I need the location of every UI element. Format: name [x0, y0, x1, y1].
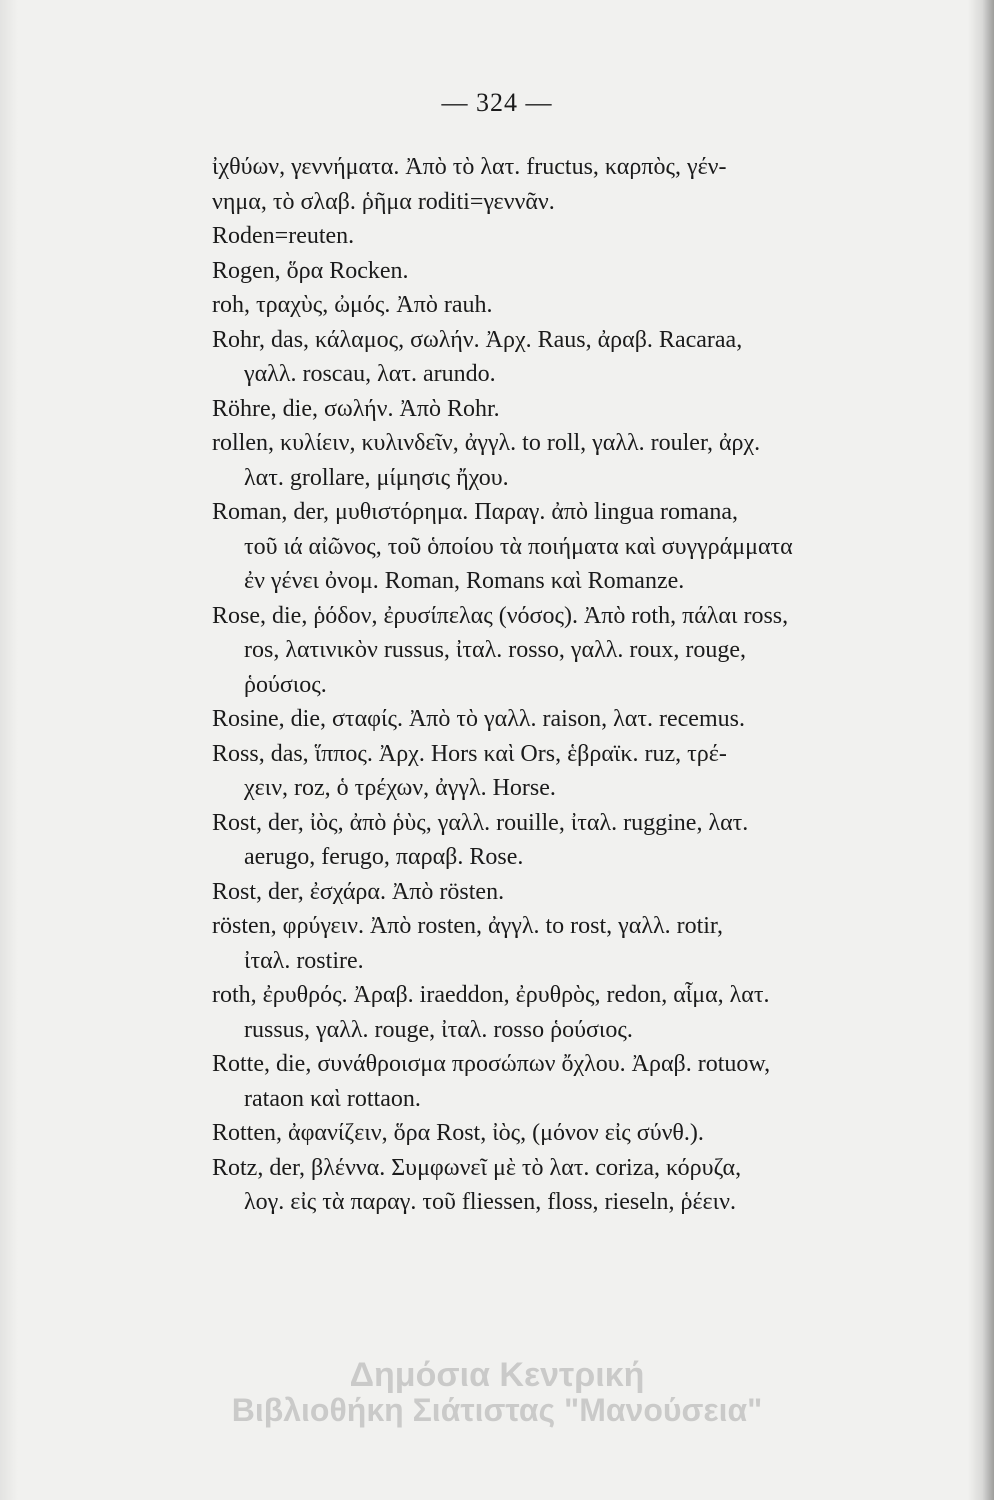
- text-line: Rogen, ὅρα Rocken.: [212, 257, 409, 284]
- text-line: ἐν γένει ὀνομ. Roman, Romans καὶ Romanze.: [244, 568, 685, 594]
- text-line: Röhre, die, σωλήν. Ἀπὸ Rohr.: [212, 395, 500, 422]
- text-line: Ross, das, ἵππος. Ἀρχ. Hors καὶ Ors, ἑβραϊκ. ruz, τρέ-: [212, 740, 727, 767]
- text-line: ros, λατινικὸν russus, ἰταλ. rosso, γαλλ. roux, rouge,: [244, 637, 746, 663]
- text-line: ἰταλ. rostire.: [244, 947, 364, 974]
- dictionary-entries: [212, 150, 936, 1220]
- library-watermark-line1: Δημόσια Κεντρική: [349, 1356, 645, 1394]
- page-edge-shadow-left: [0, 0, 18, 1500]
- page-edge-shadow-right: [968, 0, 994, 1500]
- text-line: russus, γαλλ. rouge, ἰταλ. rosso ῥούσιος.: [244, 1016, 633, 1043]
- text-line: Rosine, die, σταφίς. Ἀπὸ τὸ γαλλ. raison, λατ. recemus.: [212, 706, 745, 732]
- text-line: rollen, κυλίειν, κυλινδεῖν, ἀγγλ. to roll, γαλλ. rouler, ἀρχ.: [212, 430, 761, 456]
- text-line: ῥούσιος.: [244, 671, 327, 698]
- text-line: Roman, der, μυθιστόρημα. Παραγ. ἀπὸ lingua romana,: [212, 499, 738, 525]
- text-line: Rohr, das, κάλαμος, σωλήν. Ἀρχ. Raus, ἀραβ. Racaraa,: [212, 326, 743, 353]
- text-line: rataon καὶ rottaon.: [244, 1085, 421, 1112]
- page-number: — 324 —: [441, 88, 553, 117]
- text-line: Roden=reuten.: [212, 223, 355, 249]
- text-line: Rose, die, ῥόδον, ἐρυσίπελας (νόσος). Ἀπὸ roth, πάλαι ross,: [212, 602, 789, 629]
- library-watermark-line2: Βιβλιοθήκη Σιάτιστας "Μανούσεια": [231, 1392, 763, 1428]
- text-line: ἰχθύων, γεννήματα. Ἀπὸ τὸ λατ. fructus, καρπὸς, γέν-: [212, 154, 727, 180]
- text-line: roh, τραχὺς, ὠμός. Ἀπὸ rauh.: [212, 292, 493, 318]
- text-line: χειν, roz, ὁ τρέχων, ἀγγλ. Horse.: [244, 775, 556, 801]
- text-line: roth, ἐρυθρός. Ἀραβ. iraeddon, ἐρυθρὸς, redon, αἷμα, λατ.: [212, 982, 770, 1008]
- text-line: Rotten, ἀφανίζειν, ὅρα Rost, ἰὸς, (μόνον εἰς σύνθ.).: [212, 1120, 704, 1146]
- text-line: Rotte, die, συνάθροισμα προσώπων ὄχλου. Ἀραβ. rotuow,: [212, 1051, 771, 1077]
- text-line: aerugo, ferugo, παραβ. Rose.: [244, 844, 524, 870]
- text-line: rösten, φρύγειν. Ἀπὸ rosten, ἀγγλ. to rost, γαλλ. rotir,: [212, 913, 723, 939]
- text-line: λατ. grollare, μίμησις ἤχου.: [244, 464, 509, 491]
- text-line: τοῦ ιά αἰῶνος, τοῦ ὁποίου τὰ ποιήματα καὶ συγγράμματα: [244, 533, 793, 560]
- text-line: νημα, τὸ σλαβ. ῥῆμα roditi=γεννᾶν.: [212, 188, 555, 215]
- text-line: λογ. εἰς τὰ παραγ. τοῦ fliessen, floss, rieseln, ῥέειν.: [244, 1189, 736, 1215]
- text-line: γαλλ. roscau, λατ. arundo.: [244, 361, 496, 387]
- text-line: Rost, der, ἰὸς, ἀπὸ ῥὺς, γαλλ. rouille, ἰταλ. ruggine, λατ.: [212, 809, 749, 836]
- text-line: Rotz, der, βλέννα. Συμφωνεῖ μὲ τὸ λατ. coriza, κόρυζα,: [212, 1154, 742, 1181]
- text-line: Rost, der, ἐσχάρα. Ἀπὸ rösten.: [212, 878, 505, 905]
